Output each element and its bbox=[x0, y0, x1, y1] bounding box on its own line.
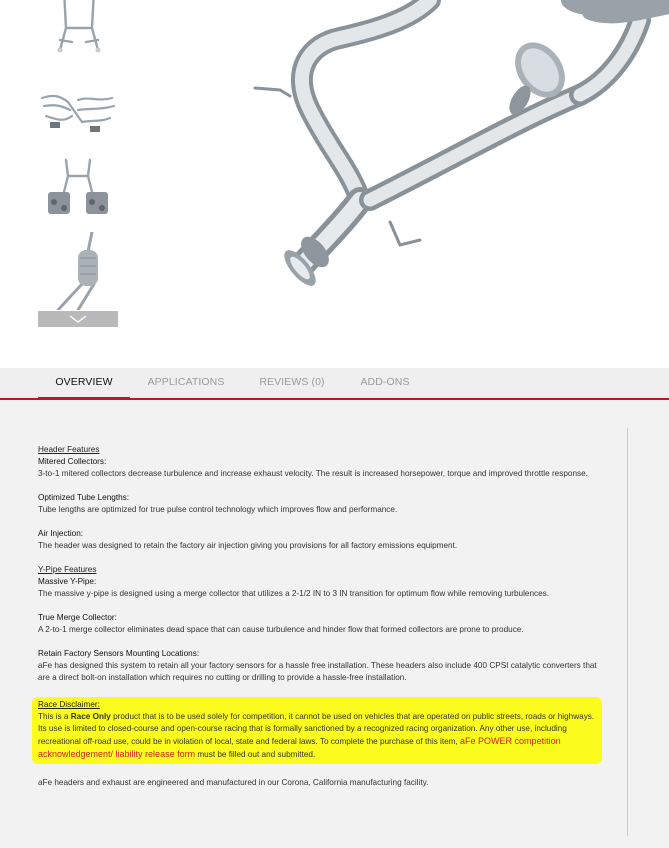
product-tabs bbox=[0, 368, 669, 400]
mitered-collectors-title: Mitered Collectors: bbox=[38, 457, 107, 466]
thumbnail-3[interactable] bbox=[38, 152, 118, 222]
optimized-tube-title: Optimized Tube Lengths: bbox=[38, 493, 130, 502]
massive-y-pipe-title: Massive Y-Pipe: bbox=[38, 577, 97, 586]
optimized-tube-text: Tube lengths are optimized for true pulse control technology which improves flow and performance. bbox=[38, 505, 398, 514]
race-disclaimer-title: Race Disclaimer: bbox=[38, 700, 100, 709]
race-only-label: Race Only bbox=[70, 712, 111, 721]
liability-release-form-link[interactable]: aFe POWER competition acknowledgement/ liability release form bbox=[38, 736, 561, 759]
overview-panel bbox=[0, 400, 669, 848]
header-features-title: Header Features bbox=[38, 445, 100, 454]
exhaust-system-image bbox=[250, 0, 669, 320]
tab-overview[interactable]: OVERVIEW bbox=[38, 368, 130, 398]
y-pipe-features-title: Y-Pipe Features bbox=[38, 565, 97, 574]
race-disclaimer-block bbox=[32, 697, 602, 764]
y-pipe-thumbnail-icon bbox=[38, 152, 118, 222]
mitered-collectors-text: 3-to-1 mitered collectors decrease turbulence and increase exhaust velocity. The result is increased horsepower, torque and improved throttle response. bbox=[38, 469, 588, 478]
race-disclaimer-text bbox=[38, 711, 596, 761]
race-text-part-1: This is a bbox=[38, 712, 71, 721]
true-merge-text: A 2-to-1 merge collector eliminates dead space that can cause turbulence and hinder flow that formed collectors are prone to produce. bbox=[38, 625, 524, 634]
product-description bbox=[38, 444, 610, 789]
header-kit-thumbnail-icon bbox=[38, 76, 118, 146]
tab-reviews[interactable]: REVIEWS (0) bbox=[259, 376, 325, 388]
manufacturing-note: aFe headers and exhaust are engineered and manufactured in our Corona, California manufacturing facility. bbox=[38, 778, 429, 787]
exhaust-thumbnail-icon bbox=[38, 0, 118, 58]
factory-sensors-title: Retain Factory Sensors Mounting Locations: bbox=[38, 649, 200, 658]
main-product-image[interactable] bbox=[250, 0, 669, 320]
product-gallery bbox=[0, 0, 669, 368]
tab-add-ons[interactable]: ADD-ONS bbox=[360, 376, 410, 388]
chevron-down-icon bbox=[69, 315, 87, 323]
massive-y-pipe-text: The massive y-pipe is designed using a merge collector that utilizes a 2-1/2 IN to 3 IN transition for optimum flow while removing turbulences. bbox=[38, 589, 550, 598]
catalytic-converter-thumbnail-icon bbox=[38, 232, 118, 310]
scrollbar-track[interactable] bbox=[627, 428, 628, 836]
thumbnail-4[interactable] bbox=[38, 232, 118, 310]
thumbnail-scroll-down-button[interactable] bbox=[38, 311, 118, 327]
tab-applications[interactable]: APPLICATIONS bbox=[147, 376, 225, 388]
air-injection-title: Air Injection: bbox=[38, 529, 84, 538]
race-text-part-2: product that is to be used solely for competition, it cannot be used on vehicles that are operated on public streets, roads or highways. Its use is limited to closed-course and open-course racing that is formally sanctioned by a recognized racing organization. Any other use, including recreational off-road use, could be in violation of local, state and federal laws. To complete the purchase of this item, bbox=[38, 712, 595, 746]
thumbnail-1[interactable] bbox=[38, 0, 118, 58]
race-text-part-3: must be filled out and submitted. bbox=[195, 750, 316, 759]
air-injection-text: The header was designed to retain the factory air injection giving you provisions for all factory emissions equipment. bbox=[38, 541, 458, 550]
true-merge-title: True Merge Collector: bbox=[38, 613, 117, 622]
factory-sensors-text: aFe has designed this system to retain all your factory sensors for a hassle free installation. These headers also include 400 CPSI catalytic converters that are a direct bolt-on installation which requires no cutting or drilling to provide a hassle-free installation. bbox=[38, 661, 597, 682]
thumbnail-2[interactable] bbox=[38, 76, 118, 146]
